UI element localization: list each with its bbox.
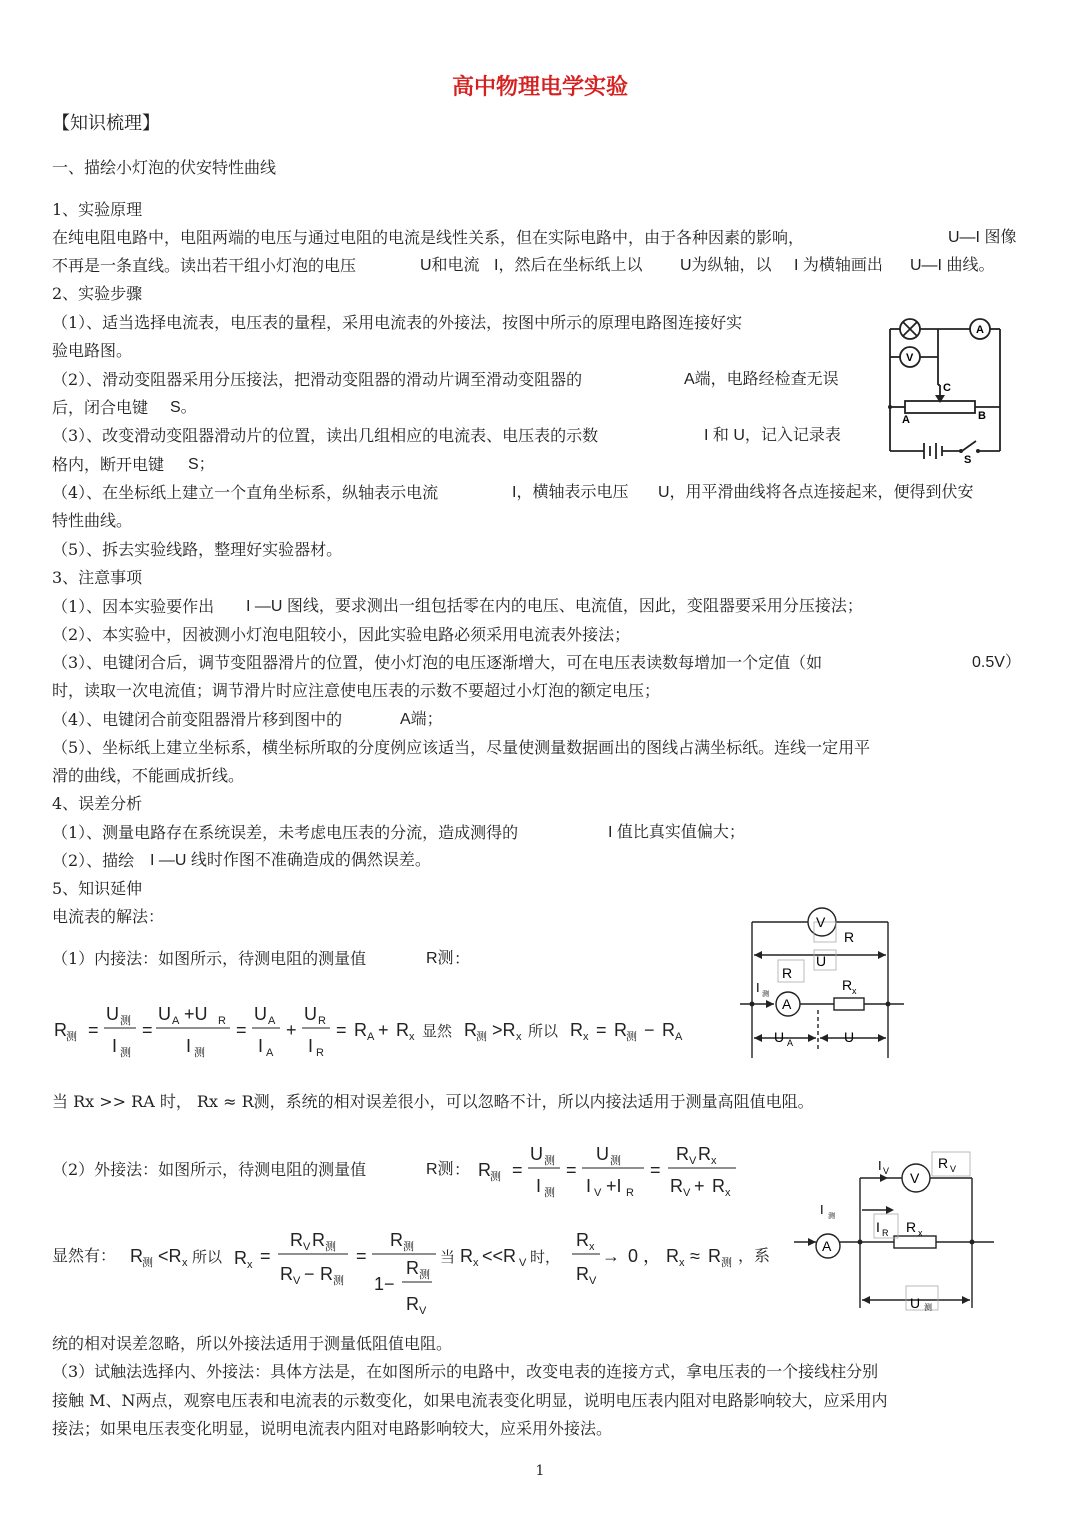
svg-text:C: C [943, 382, 951, 394]
svg-text:I: I [878, 1158, 882, 1173]
svg-text:−: − [644, 1020, 655, 1040]
svg-text:U: U [254, 1004, 267, 1024]
svg-text:A: A [787, 1038, 794, 1048]
inner-method-conclusion: 当 Rx >> RA 时， Rx ≈ R测，系统的相对误差很小，可以忽略不计，所以内接法适用于测量高阻值电阻。 [52, 1092, 814, 1111]
svg-text:U: U [774, 1029, 785, 1045]
svg-text:S: S [964, 454, 972, 465]
svg-text:A: A [266, 1047, 274, 1059]
svg-text:=: = [650, 1160, 661, 1180]
inner-connection-circuit-diagram [740, 900, 910, 1060]
svg-text:所以: 所以 [528, 1023, 559, 1040]
step-text: A端，电路经检查无误 [684, 371, 839, 388]
step-text: 特性曲线。 [52, 511, 133, 530]
step-text: 格内，断开电键 [52, 455, 165, 474]
extension-subheading: 电流表的解法： [52, 907, 165, 926]
svg-text:R: R [312, 1230, 325, 1250]
svg-text:R: R [406, 1294, 419, 1314]
svg-text:I: I [112, 1036, 118, 1056]
svg-text:R: R [938, 1155, 949, 1171]
svg-text:=: = [336, 1020, 347, 1040]
svg-text:A: A [976, 324, 984, 336]
note-text: （4）、电键闭合前变阻器滑片移到图中的 [52, 710, 343, 729]
svg-text:U: U [844, 1029, 855, 1045]
svg-text:U: U [596, 1144, 609, 1164]
step-text: I，横轴表示电压 [512, 484, 629, 501]
inner-method-symbol: R测 [426, 950, 454, 967]
principle-text: U为纵轴，以 [680, 257, 772, 274]
svg-text:>R: >R [492, 1020, 516, 1040]
svg-text:U: U [304, 1004, 317, 1024]
svg-text:R: R [906, 1219, 917, 1235]
svg-text:I: I [756, 980, 760, 995]
svg-text:=: = [356, 1246, 367, 1266]
inner-method-text: ： [454, 949, 471, 968]
trial-method-text: 接触 M、N两点，观察电压表和电流表的示数变化，如果电流表变化明显，说明电压表内阻对电路影响较大，应采用内 [52, 1391, 888, 1410]
trial-method-text: （3）试触法选择内、外接法：具体方法是，在如图所示的电路中，改变电表的连接方式，拿电压表的一个接线柱分别 [52, 1362, 879, 1381]
svg-text:R: R [708, 1246, 721, 1266]
svg-text:R: R [290, 1230, 303, 1250]
svg-text:测: 测 [403, 1241, 414, 1253]
svg-text:A: A [822, 1238, 832, 1254]
svg-text:R: R [130, 1246, 143, 1266]
svg-text:≈: ≈ [690, 1246, 700, 1266]
step-text: （5）、拆去实验线路，整理好实验器材。 [52, 540, 343, 559]
svg-text:测: 测 [544, 1155, 555, 1167]
note-text: （1）、因本实验要作出 [52, 597, 215, 616]
svg-text:V: V [303, 1241, 311, 1253]
steps-heading: 2、实验步骤 [52, 284, 143, 303]
svg-text:R: R [218, 1015, 226, 1027]
svg-text:R: R [354, 1020, 367, 1040]
svg-text:V: V [594, 1187, 602, 1199]
svg-text:V: V [883, 1166, 890, 1176]
svg-text:=: = [88, 1020, 99, 1040]
svg-text:当: 当 [440, 1249, 456, 1266]
svg-text:I: I [586, 1176, 592, 1196]
svg-text:R: R [280, 1264, 293, 1284]
note-text: 0.5V） [972, 654, 1021, 671]
notes-heading: 3、注意事项 [52, 568, 143, 587]
step-text: S。 [170, 399, 197, 416]
svg-text:V: V [519, 1257, 527, 1269]
svg-text:x: x [182, 1257, 188, 1269]
svg-text:测: 测 [333, 1275, 344, 1287]
svg-text:<<R: <<R [482, 1246, 517, 1266]
svg-text:V: V [950, 1164, 957, 1174]
svg-text:R: R [626, 1187, 634, 1199]
svg-text:R: R [670, 1176, 683, 1196]
svg-text:R: R [478, 1160, 491, 1180]
svg-text:R: R [464, 1020, 477, 1040]
principle-text: U—I 曲线。 [910, 257, 995, 274]
svg-text:V: V [910, 1170, 920, 1186]
svg-text:I: I [258, 1036, 264, 1056]
step-text: （2）、滑动变阻器采用分压接法，把滑动变阻器的滑动片调至滑动变阻器的 [52, 370, 583, 389]
principle-text: U和电流 [420, 257, 480, 274]
svg-text:R: R [662, 1020, 675, 1040]
note-text: 时，读取一次电流值；调节滑片时应注意使电压表的示数不要超过小灯泡的额定电压； [52, 681, 661, 700]
svg-text:V: V [689, 1155, 697, 1167]
svg-text:I: I [820, 1202, 824, 1217]
principle-text: I 为横轴画出 [794, 257, 883, 274]
svg-text:x: x [583, 1031, 589, 1043]
svg-text:V: V [683, 1187, 691, 1199]
svg-text:U: U [158, 1004, 171, 1024]
svg-text:测: 测 [66, 1031, 77, 1043]
svg-text:R: R [570, 1020, 583, 1040]
principle-text: 在纯电阻电路中，电阻两端的电压与通过电阻的电流是线性关系，但在实际电路中，由于各种因素的影响， [52, 228, 805, 247]
svg-text:U: U [910, 1295, 921, 1311]
trial-method-text: 接法；如果电压表变化明显，说明电流表内阻对电路影响较大，应采用外接法。 [52, 1419, 613, 1438]
svg-text:x: x [589, 1241, 595, 1253]
svg-text:测: 测 [828, 1213, 835, 1220]
svg-text:A: A [782, 996, 792, 1012]
svg-text:R: R [882, 1228, 889, 1238]
svg-text:R: R [614, 1020, 627, 1040]
svg-text:x: x [516, 1031, 522, 1043]
svg-text:测: 测 [120, 1015, 131, 1027]
svg-text:I: I [536, 1176, 542, 1196]
svg-text:U: U [530, 1144, 543, 1164]
step-text: S； [188, 456, 215, 473]
obvious-label: 显然有： [52, 1246, 117, 1265]
svg-text:B: B [978, 410, 986, 422]
svg-text:x: x [679, 1257, 685, 1269]
svg-text:测: 测 [721, 1257, 732, 1269]
svg-text:R: R [460, 1246, 473, 1266]
svg-text:R: R [576, 1230, 589, 1250]
svg-text:x: x [852, 986, 857, 996]
error-heading: 4、误差分析 [52, 794, 143, 813]
note-text: I —U 图线，要求测出一组包括零在内的电压、电流值，因此，变阻器要采用分压接法； [246, 598, 863, 615]
error-text: （1）、测量电路存在系统误差，未考虑电压表的分流，造成测得的 [52, 823, 519, 842]
outer-method-text: ，系 [738, 1246, 771, 1265]
svg-text:A: A [675, 1031, 683, 1043]
outer-method-formula [474, 1140, 744, 1204]
svg-text:R: R [234, 1248, 247, 1268]
svg-text:x: x [918, 1228, 923, 1238]
step-text: （4）、在坐标纸上建立一个直角坐标系，纵轴表示电流 [52, 483, 439, 502]
svg-text:I: I [186, 1036, 192, 1056]
svg-text:R: R [406, 1258, 419, 1278]
svg-text:R: R [782, 965, 793, 981]
svg-text:+I: +I [606, 1176, 622, 1196]
svg-text:−: − [304, 1264, 315, 1284]
error-text: （2）、描绘 [52, 851, 135, 870]
principle-text: 不再是一条直线。读出若干组小灯泡的电压 [52, 256, 357, 275]
svg-text:=: = [596, 1020, 607, 1040]
document-title: 高中物理电学实验 [451, 74, 628, 100]
svg-text:x: x [711, 1155, 717, 1167]
svg-text:U: U [106, 1004, 119, 1024]
svg-text:=: = [236, 1020, 247, 1040]
svg-text:+: + [286, 1020, 297, 1040]
section-heading: 【知识梳理】 [52, 113, 160, 134]
step-text: I 和 U，记入记录表 [704, 427, 841, 444]
outer-method-derivation-formula [126, 1222, 786, 1318]
step-text: （1）、适当选择电流表，电压表的量程，采用电流表的外接法，按图中所示的原理电路图连接好实 [52, 313, 743, 332]
error-text: I 值比真实值偏大； [608, 824, 745, 841]
outer-method-symbol: R测 [426, 1161, 454, 1178]
svg-text:A: A [902, 414, 910, 426]
extension-heading: 5、知识延伸 [52, 879, 143, 898]
svg-text:V: V [419, 1305, 427, 1317]
svg-text:+: + [378, 1020, 389, 1040]
note-text: 滑的曲线，不能画成折线。 [52, 766, 245, 785]
svg-text:R: R [698, 1144, 711, 1164]
svg-text:R: R [676, 1144, 689, 1164]
outer-method-text: ： [454, 1160, 471, 1179]
note-text: （3）、电键闭合后，调节变阻器滑片的位置，使小灯泡的电压逐渐增大，可在电压表读数每增加一个定值（如 [52, 653, 823, 672]
svg-text:测: 测 [120, 1047, 131, 1059]
svg-text:+U: +U [184, 1004, 208, 1024]
step-text: 后，闭合电键 [52, 398, 149, 417]
svg-text:0 ，: 0 ， [628, 1246, 662, 1266]
svg-text:测: 测 [490, 1171, 501, 1183]
svg-text:I: I [876, 1219, 880, 1235]
svg-text:R: R [844, 929, 855, 945]
svg-text:V: V [816, 914, 826, 930]
svg-text:=: = [260, 1246, 271, 1266]
part-heading: 一、描绘小灯泡的伏安特性曲线 [52, 158, 277, 177]
svg-text:→: → [602, 1246, 620, 1266]
svg-text:A: A [172, 1015, 180, 1027]
inner-method-text: （1）内接法：如图所示，待测电阻的测量值 [52, 949, 367, 968]
svg-text:R: R [320, 1264, 333, 1284]
svg-text:R: R [390, 1230, 403, 1250]
svg-text:A: A [367, 1031, 375, 1043]
svg-text:测: 测 [325, 1241, 336, 1253]
error-text: I —U 线时作图不准确造成的偶然误差。 [150, 852, 431, 869]
outer-method-text: （2）外接法：如图所示，待测电阻的测量值 [52, 1160, 367, 1179]
svg-text:测: 测 [142, 1257, 153, 1269]
svg-text:x: x [247, 1259, 253, 1271]
page-number: 1 [535, 1463, 545, 1479]
svg-text:=: = [566, 1160, 577, 1180]
svg-text:x: x [473, 1257, 479, 1269]
note-text: A端； [400, 711, 443, 728]
inner-method-formula [50, 1000, 710, 1062]
svg-text:测: 测 [924, 1303, 932, 1312]
note-text: （2）、本实验中，因被测小灯泡电阻较小，因此实验电路必须采用电流表外接法； [52, 625, 631, 644]
svg-text:测: 测 [762, 991, 769, 998]
outer-connection-circuit-diagram [790, 1148, 995, 1320]
step-text: U，用平滑曲线将各点连接起来，便得到伏安 [658, 484, 974, 501]
svg-text:+: + [694, 1176, 705, 1196]
svg-text:x: x [725, 1187, 731, 1199]
svg-text:时，: 时， [530, 1249, 561, 1266]
svg-text:R: R [396, 1020, 409, 1040]
svg-text:R: R [842, 977, 853, 993]
svg-text:测: 测 [419, 1269, 430, 1281]
svg-text:V: V [589, 1275, 597, 1287]
note-text: （5）、坐标纸上建立坐标系，横坐标所取的分度例应该适当，尽量使测量数据画出的图线占满坐标纸。连线一定用平 [52, 738, 871, 757]
svg-text:<R: <R [158, 1246, 182, 1266]
principle-text: I，然后在坐标纸上以 [494, 257, 643, 274]
svg-text:R: R [318, 1015, 326, 1027]
svg-text:=: = [142, 1020, 153, 1040]
svg-text:A: A [268, 1015, 276, 1027]
step-text: 验电路图。 [52, 341, 133, 360]
svg-text:测: 测 [544, 1187, 555, 1199]
svg-text:所以: 所以 [192, 1249, 223, 1266]
svg-text:显然: 显然 [422, 1023, 453, 1040]
svg-text:R: R [54, 1020, 67, 1040]
svg-text:x: x [409, 1031, 415, 1043]
svg-text:=: = [512, 1160, 523, 1180]
svg-text:V: V [293, 1275, 301, 1287]
voltammetry-circuit-diagram [880, 315, 1010, 465]
svg-text:测: 测 [626, 1031, 637, 1043]
svg-text:V: V [906, 352, 914, 364]
svg-text:R: R [576, 1264, 589, 1284]
svg-text:R: R [316, 1047, 324, 1059]
svg-text:1−: 1− [374, 1274, 395, 1294]
step-text: （3）、改变滑动变阻器滑动片的位置，读出几组相应的电流表、电压表的示数 [52, 426, 599, 445]
svg-text:测: 测 [194, 1047, 205, 1059]
svg-text:测: 测 [476, 1031, 487, 1043]
principle-heading: 1、实验原理 [52, 200, 143, 219]
svg-text:R: R [712, 1176, 725, 1196]
svg-text:U: U [816, 953, 827, 969]
outer-method-conclusion: 统的相对误差忽略，所以外接法适用于测量低阻值电阻。 [52, 1334, 453, 1353]
principle-text: U—I 图像 [948, 229, 1017, 246]
svg-text:测: 测 [610, 1155, 621, 1167]
svg-text:I: I [308, 1036, 314, 1056]
svg-text:R: R [666, 1246, 679, 1266]
